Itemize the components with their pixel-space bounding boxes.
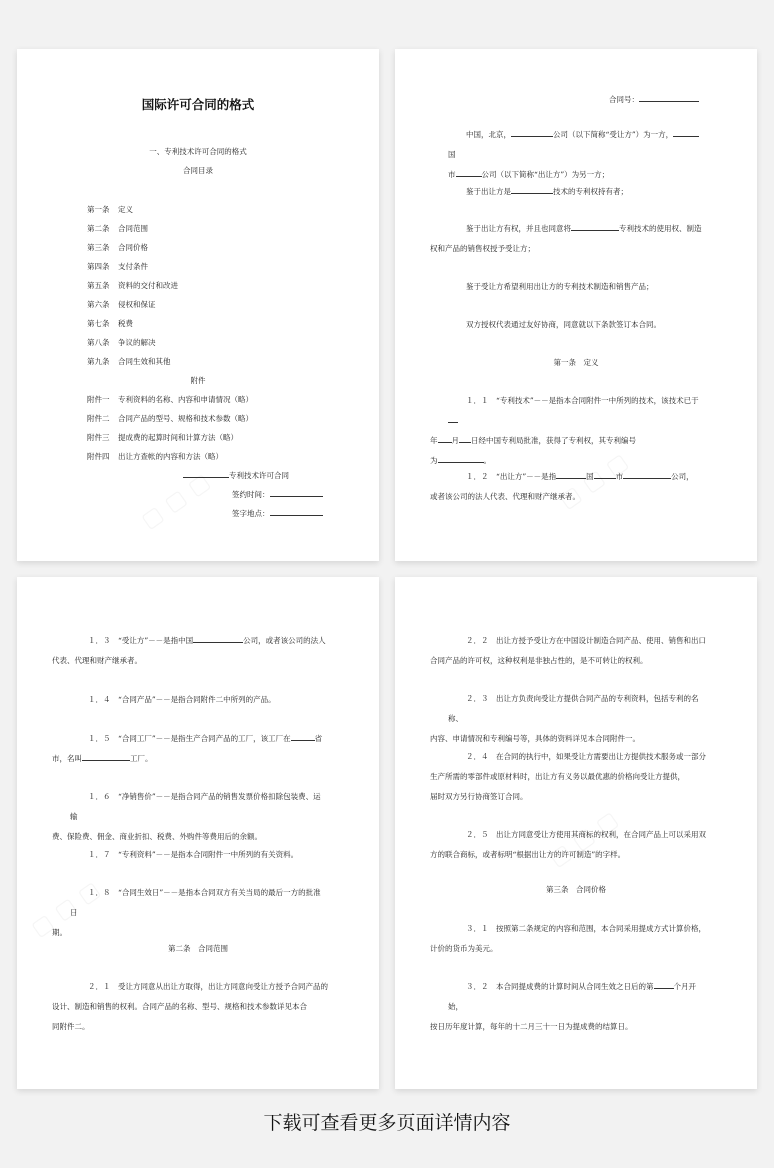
text-span: 公司（以下简称“出让方”）为另一方； [481,170,610,179]
clause-2-4 [430,747,706,807]
appendix-number: 附件一 [87,395,110,404]
document-page-4 [395,577,757,1089]
text-span: 市 [615,472,624,481]
text-span: 内容、申请情况和专利编号等，具体的资料详见本合同附件一。 [430,734,640,743]
text-span: 届时双方另行协商签订合同。 [430,792,528,801]
toc-item-text: 合同范围 [118,224,148,233]
clause-1-5 [52,729,328,769]
document-subtitle: 一、专利技术许可合同的格式 [149,147,247,156]
clause-3-2 [430,977,706,1037]
clause-2-1 [52,977,328,1037]
blank-line [511,186,553,194]
text-span: １．３ “受让方”－－是指中国 [88,636,194,645]
article-2-heading: 第二条 合同范围 [168,944,228,953]
text-span: 国 [448,150,456,159]
text-span: ２．２ 出让方授予受让方在中国设计制造合同产品、使用、销售和出口 [466,636,706,645]
paragraph-parties [448,125,706,185]
appendix-text: 合同产品的型号、规格和技术参数（略） [118,414,253,423]
toc-item-text: 合同生效和其他 [118,357,171,366]
blank-line [639,94,699,102]
text-span: 日经中国专利局批准，获得了专利权，其专利编号 [471,436,636,445]
toc-item-number: 第二条 [87,224,110,233]
text-span: ２．４ 在合同的执行中，如果受让方需要出让方提供技术服务或一部分 [466,752,706,761]
text-span: 专利技术的使用权、制造 [619,224,702,233]
text-span: 按日历年度计算，每年的十二月三十一日为提成费的结算日。 [430,1022,633,1031]
text-span: 权和产品的销售权授予受让方； [430,244,535,253]
download-more-caption: 下载可查看更多页面详情内容 [263,1112,511,1134]
blank-line [654,981,674,989]
text-span: 中国，北京， [466,130,511,139]
toc-item-text: 争议的解决 [118,338,156,347]
toc-item-number: 第九条 [87,357,110,366]
toc-item-number: 第四条 [87,262,110,271]
appendix-number: 附件二 [87,414,110,423]
paragraph-agreement: 双方授权代表通过友好协商，同意就以下条款签订本合同。 [466,320,661,329]
blank-line [511,129,553,137]
sign-time-label: 签约时间： [232,490,270,499]
sign-time-row [232,489,323,500]
toc-heading: 合同目录 [183,166,213,175]
text-span: 计价的货币为美元。 [430,944,498,953]
text-span: 鉴于出让方是 [466,187,511,196]
toc-item-text: 侵权和保证 [118,300,156,309]
text-span: 。 [483,456,491,465]
text-span: ３．１ 按照第二条规定的内容和范围，本合同采用提成方式计算价格， [466,924,706,933]
blank-line [459,435,471,443]
toc-item-text: 支付条件 [118,262,148,271]
toc-item-text: 定义 [118,205,133,214]
appendix-number: 附件三 [87,433,110,442]
blank-line [571,223,619,231]
text-span: 国 [586,472,594,481]
blank-line [291,733,315,741]
appendix-text: 专利资料的名称、内容和申请情况（略） [118,395,253,404]
text-span: 代表、代理和财产继承者。 [52,656,142,665]
text-span: 为 [430,456,438,465]
toc-item-number: 第一条 [87,205,110,214]
blank-line [623,471,671,479]
paragraph-whereas-3: 鉴于受让方希望利用出让方的专利技术制造和销售产品； [466,282,654,291]
text-span: 费、保险费、佣金、商业折扣、税费、外购件等费用后的余额。 [52,832,262,841]
appendix-number: 附件四 [87,452,110,461]
article-1-heading: 第一条 定义 [553,358,599,367]
blank-line [438,435,452,443]
toc-item-text: 合同价格 [118,243,148,252]
text-span: 合同产品的许可权，这种权利是非独占性的，是不可转让的权利。 [430,656,648,665]
blank-line [270,489,323,497]
clause-1-8 [52,883,328,943]
text-span: 或者该公司的法人代表、代理和财产继承者。 [430,492,580,501]
toc-item-text: 税费 [118,319,133,328]
contract-number-label: 合同号： [609,95,639,104]
text-span: 公司，或者该公司的法人 [243,636,326,645]
contract-number-row [609,94,699,105]
text-span: 市 [448,170,456,179]
text-span: ２．１ 受让方同意从出让方取得，出让方同意向受让方授予合同产品的 [88,982,328,991]
text-span: １．６ “净销售价”－－是指合同产品的销售发票价格扣除包装费、运输 [70,792,321,821]
toc-item-number: 第八条 [87,338,110,347]
clause-1-7: １．７ “专利资料”－－是指本合同附件一中所列的有关资料。 [88,850,299,859]
paragraph-whereas-1 [448,182,706,202]
text-span: １．１ “专利技术”－－是指本合同附件一中所列的技术，该技术已于 [466,396,699,405]
appendix-text: 出让方查帐的内容和方法（略） [118,452,223,461]
toc-item-number: 第六条 [87,300,110,309]
appendix-heading: 附件 [190,376,206,385]
blank-line [456,169,482,177]
toc-item-text: 资料的交付和改进 [118,281,178,290]
watermark-shape [137,469,215,534]
text-span: ２．５ 出让方同意受让方使用其商标的权利，在合同产品上可以采用双 [466,830,706,839]
text-span: 省 [314,734,323,743]
text-span: 年 [430,436,438,445]
sign-place-row [232,508,323,519]
document-title: 国际许可合同的格式 [141,97,255,112]
clause-1-1 [430,391,706,471]
blank-line [270,508,323,516]
text-span: １．２ “出让方”－－是指 [466,472,557,481]
text-span: 月 [451,436,459,445]
text-span: ３．２ 本合同提成费的计算时间从合同生效之日后的第 [466,982,654,991]
text-span: 工厂。 [130,754,153,763]
text-span: 期。 [52,928,67,937]
sign-place-label: 签字地点： [232,509,270,518]
blank-line [673,129,699,137]
document-page-1 [17,49,379,561]
toc-item-number: 第七条 [87,319,110,328]
text-span: 公司， [671,472,694,481]
clause-1-3 [52,631,328,671]
text-span: ２．３ 出让方负责向受让方提供合同产品的专利资料，包括专利的名称、 [448,694,699,723]
text-span: 市，名叫 [52,754,82,763]
text-span: １．８ “合同生效日”－－是指本合同双方有关当局的最后一方的批准日 [70,888,321,917]
clause-1-6 [52,787,328,847]
blank-line [448,415,458,423]
text-span: 同附件二。 [52,1022,90,1031]
clause-2-2 [430,631,706,671]
text-span: 公司（以下简称“受让方”）为一方， [553,130,674,139]
clause-3-1 [430,919,706,959]
clause-2-3 [430,689,706,749]
blank-line [438,455,484,463]
document-page-2 [395,49,757,561]
document-page-3 [17,577,379,1089]
clause-1-4: １．４ “合同产品”－－是指合同附件二中所列的产品。 [88,695,276,704]
text-span: 技术的专利权持有者； [553,187,628,196]
appendix-text: 提成费的起算时间和计算方法（略） [118,433,238,442]
text-span: １．５ “合同工厂”－－是指生产合同产品的工厂，该工厂在 [88,734,291,743]
text-span: 鉴于出让方有权，并且也同意将 [466,224,571,233]
text-span: 设计、制造和销售的权利。合同产品的名称、型号、规格和技术参数详见本合 [52,1002,307,1011]
blank-line [193,635,243,643]
toc-item-number: 第三条 [87,243,110,252]
contract-name-suffix: 专利技术许可合同 [229,471,289,480]
article-3-heading: 第三条 合同价格 [546,885,606,894]
text-span: 个月开始， [448,982,696,1011]
paragraph-whereas-2 [430,219,706,259]
text-span: 方的联合商标，或者标明“根据出让方的许可制造”的字样。 [430,850,626,859]
text-span: 生产所需的零部件或原材料时，出让方有义务以最优惠的价格向受让方提供， [430,772,685,781]
toc-item-number: 第五条 [87,281,110,290]
blank-line [82,753,130,761]
